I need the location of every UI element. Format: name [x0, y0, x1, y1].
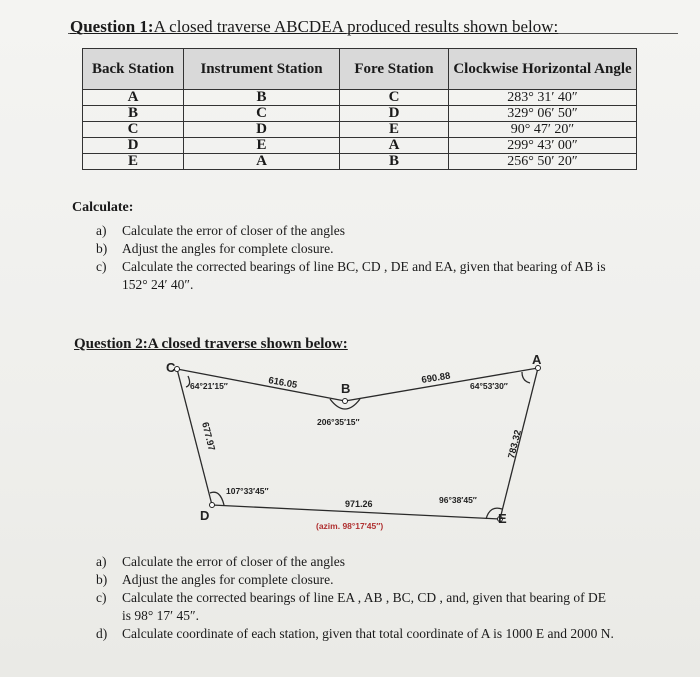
back-station-cell: D	[83, 138, 184, 154]
back-station-cell: E	[83, 154, 184, 170]
table-header-row	[83, 49, 637, 90]
distance-de: 971.26	[345, 499, 373, 509]
angle-d-label: 107°33′45″	[226, 486, 269, 496]
question-2-tasks	[96, 553, 616, 643]
angle-c-label: 64°21′15″	[190, 381, 228, 391]
table-row	[83, 154, 637, 170]
list-item: b) Adjust the angles for complete closure.	[96, 572, 334, 587]
question-2-title: Question 2:A closed traverse shown below:	[74, 336, 348, 352]
fore-station-cell: E	[340, 122, 449, 138]
list-item: c) Calculate the corrected bearings of line EA , AB , BC, CD , and, given that bearing of DE is 98° 17′ 45″.	[96, 590, 606, 623]
instrument-station-cell: B	[184, 90, 340, 106]
angle-a-label: 64°53′30″	[470, 381, 508, 391]
header-fore-station: Fore Station	[340, 49, 449, 90]
fore-station-cell: B	[340, 154, 449, 170]
table-row	[83, 106, 637, 122]
station-e-label: E	[498, 511, 507, 526]
distance-ba: 690.88	[420, 370, 452, 386]
list-item: a) Calculate the error of closer of the angles	[96, 223, 346, 238]
distance-cb: 616.05	[267, 375, 299, 392]
traverse-diagram	[150, 352, 542, 545]
header-clockwise-angle: Clockwise Horizontal Angle	[449, 49, 637, 90]
question-1-title: Question 1:A closed traverse ABCDEA produced results shown below:	[70, 17, 559, 36]
list-item: d) Calculate coordinate of each station, given that total coordinate of A is 1000 E and 2000 N.	[96, 626, 614, 641]
instrument-station-cell: A	[184, 154, 340, 170]
question-1-tasks	[96, 222, 626, 294]
fore-station-cell: C	[340, 90, 449, 106]
list-item: c) Calculate the corrected bearings of line BC, CD , DE and EA, given that bearing of AB is 152° 24′ 40″.	[96, 259, 606, 292]
instrument-station-cell: D	[184, 122, 340, 138]
angle-b-label: 206°35′15″	[317, 417, 360, 427]
calculate-heading: Calculate:	[72, 200, 134, 215]
angle-arc-a	[522, 372, 530, 383]
angle-e-label: 96°38′45″	[439, 495, 477, 505]
table-row	[83, 122, 637, 138]
distance-cd: 677.97	[199, 421, 217, 452]
traverse-table	[82, 48, 637, 170]
back-station-cell: B	[83, 106, 184, 122]
station-d-label: D	[200, 508, 210, 523]
azimuth-label: (azim. 98°17′45″)	[316, 521, 384, 531]
angle-cell: 283° 31′ 40″	[449, 90, 637, 106]
angle-cell: 329° 06′ 50″	[449, 106, 637, 122]
station-a-label: A	[532, 352, 542, 367]
fore-station-cell: D	[340, 106, 449, 122]
angle-cell: 299° 43′ 00″	[449, 138, 637, 154]
station-b-label: B	[341, 381, 351, 396]
angle-cell: 256° 50′ 20″	[449, 154, 637, 170]
table-row	[83, 138, 637, 154]
station-c-label: C	[166, 360, 176, 375]
list-item: a) Calculate the error of closer of the angles	[96, 554, 346, 569]
instrument-station-cell: C	[184, 106, 340, 122]
fore-station-cell: A	[340, 138, 449, 154]
back-station-cell: A	[83, 90, 184, 106]
station-b-marker	[343, 399, 348, 404]
header-instrument-station: Instrument Station	[184, 49, 340, 90]
angle-cell: 90° 47′ 20″	[449, 122, 637, 138]
station-d-marker	[210, 503, 215, 508]
instrument-station-cell: E	[184, 138, 340, 154]
table-row	[83, 90, 637, 106]
header-back-station: Back Station	[83, 49, 184, 90]
distance-ae: 783.32	[506, 428, 524, 460]
list-item: b) Adjust the angles for complete closure.	[96, 241, 334, 256]
back-station-cell: C	[83, 122, 184, 138]
